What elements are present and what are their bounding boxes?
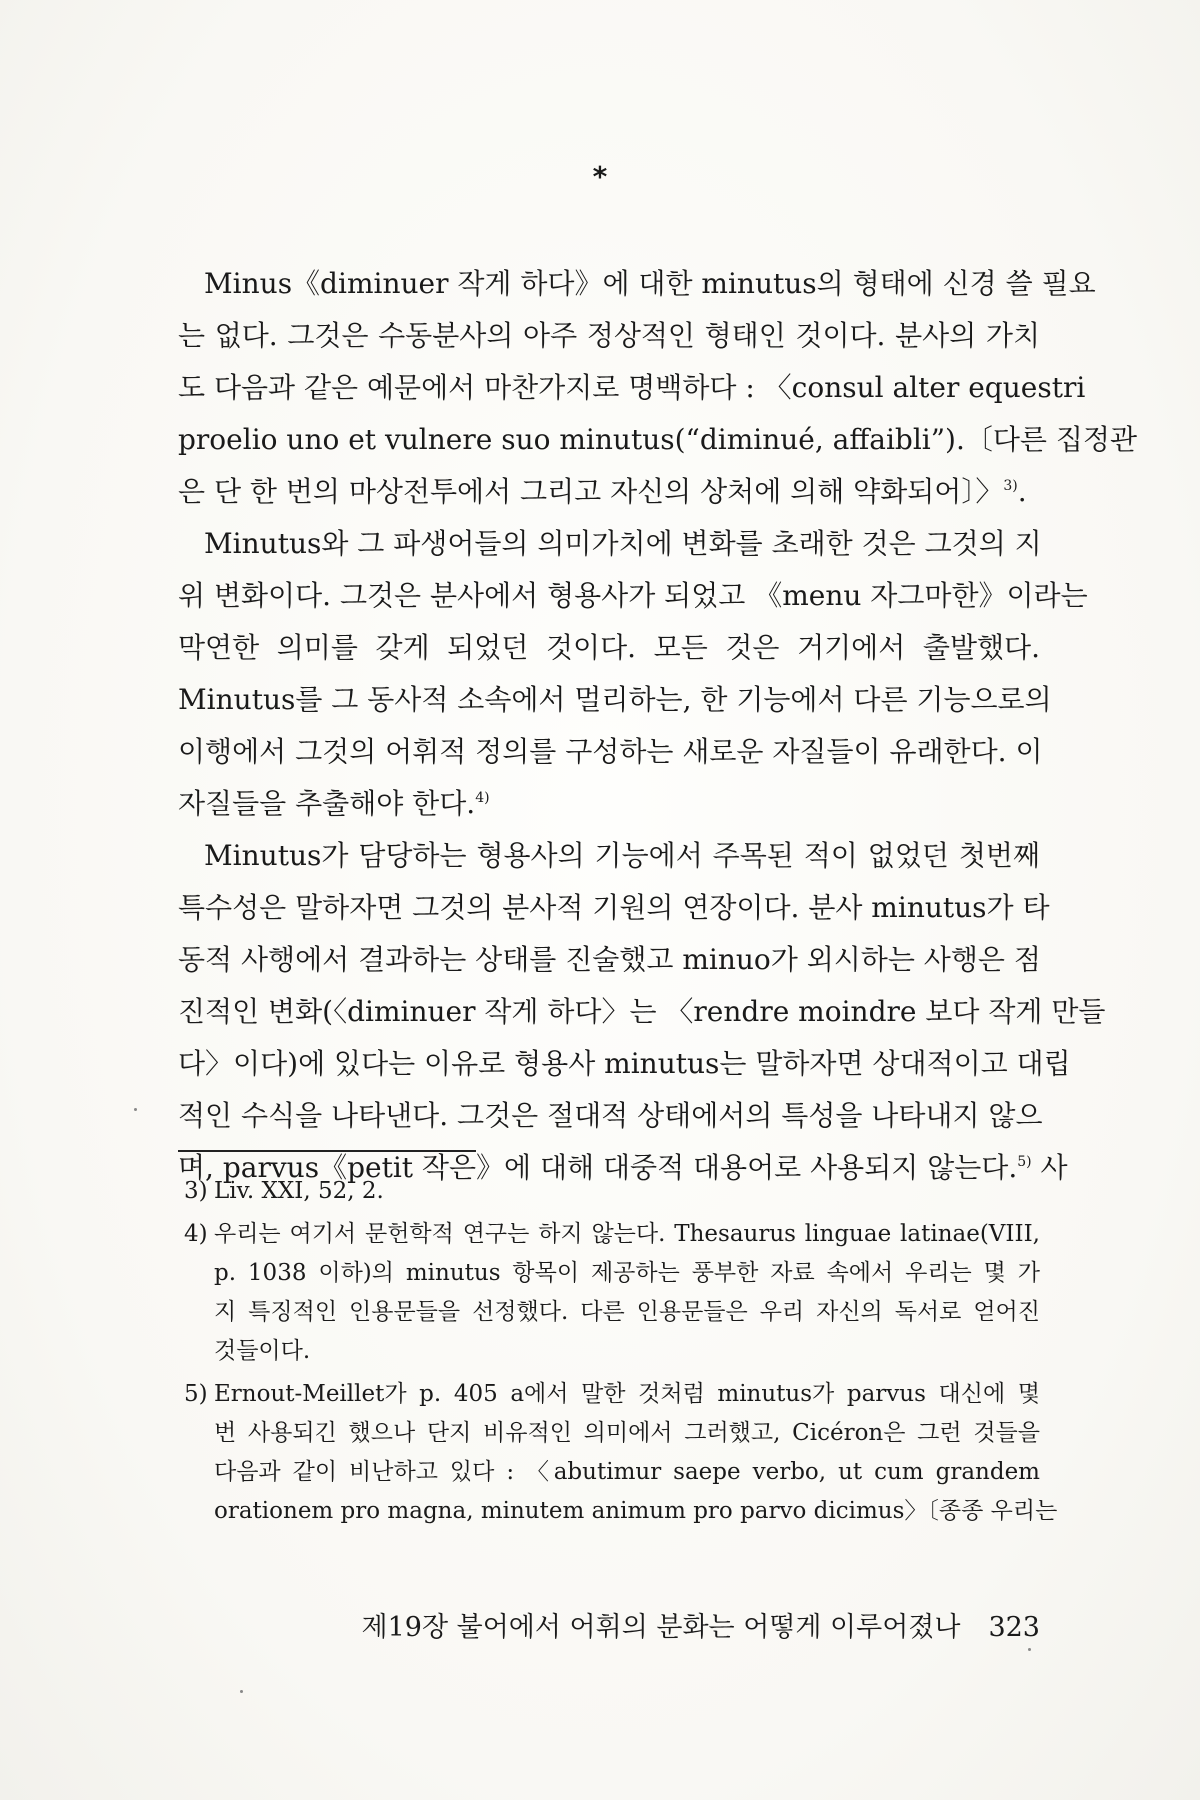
- footnote-line: 것들이다.: [214, 1338, 311, 1364]
- body-line-text: 은 단 한 번의 마상전투에서 그리고 자신의 상처에 의해 약화되어〕〉: [178, 475, 1004, 508]
- body-line: 도 다음과 같은 예문에서 마찬가지로 명백하다 : 〈consul alter equestri: [178, 371, 1086, 404]
- body-line: 적인 수식을 나타낸다. 그것은 절대적 상태에서의 특성을 나타내지 않으: [178, 1099, 1043, 1132]
- footnote-number: 3): [184, 1178, 208, 1204]
- body-line: 동적 사행에서 결과하는 상태를 진술했고 minuo가 외시하는 사행은 점: [178, 943, 1041, 976]
- footnote-ref: 4): [475, 790, 490, 806]
- body-line-tail: 사: [1031, 1151, 1068, 1184]
- footnote-line: 지 특징적인 인용문들을 선정했다. 다른 인용문들은 우리 자신의 독서로 얻어진: [214, 1299, 1040, 1325]
- scan-speck: [240, 1690, 243, 1693]
- body-line: 는 없다. 그것은 수동분사의 아주 정상적인 형태인 것이다. 분사의 가치: [178, 319, 1040, 352]
- body-line: Minus《diminuer 작게 하다》에 대한 minutus의 형태에 신경 쓸 필요: [204, 267, 1096, 300]
- running-head: 제19장 불어에서 어휘의 분화는 어떻게 이루어졌나: [361, 1612, 961, 1643]
- body-line: 이행에서 그것의 어휘적 정의를 구성하는 새로운 자질들이 유래한다. 이: [178, 735, 1043, 768]
- footnote-number: 5): [184, 1381, 208, 1407]
- footnote-line: Liv. XXI, 52, 2.: [214, 1178, 384, 1204]
- body-line: Minutus와 그 파생어들의 의미가치에 변화를 초래한 것은 그것의 지: [204, 527, 1042, 560]
- footnotes: [178, 1172, 1058, 1535]
- body-line: 위 변화이다. 그것은 분사에서 형용사가 되었고 《menu 자그마한》이라는: [178, 579, 1088, 612]
- body-line: 특수성은 말하자면 그것의 분사적 기원의 연장이다. 분사 minutus가 타: [178, 891, 1050, 924]
- body-line: Minutus가 담당하는 형용사의 기능에서 주목된 적이 없었던 첫번째: [204, 839, 1040, 872]
- footnote-rule: [178, 1150, 476, 1152]
- body-line-text: 자질들을 추출해야 한다.: [178, 787, 476, 820]
- scan-speck: [1028, 1648, 1031, 1651]
- body-line: [178, 778, 1040, 830]
- body-line-tail: .: [1017, 475, 1027, 508]
- body-line: 진적인 변화(〈diminuer 작게 하다〉는 〈rendre moindre 보다 작게 만들: [178, 995, 1106, 1028]
- body-text: [178, 258, 1138, 1194]
- body-line-text: 며, parvus《petit 작은》에 대해 대중적 대용어로 사용되지 않는다.: [178, 1151, 1018, 1184]
- footnote-ref: 5): [1017, 1154, 1032, 1170]
- scan-speck: [134, 1108, 137, 1111]
- footnote-line: p. 1038 이하)의 minutus 항목이 제공하는 풍부한 자료 속에서 우리는 몇 가: [214, 1260, 1040, 1286]
- footnote-3: [178, 1172, 1040, 1211]
- footnote-5: [178, 1375, 1058, 1531]
- body-line: 막연한 의미를 갖게 되었던 것이다. 모든 것은 거기에서 출발했다.: [178, 631, 1040, 664]
- body-line: Minutus를 그 동사적 소속에서 멀리하는, 한 기능에서 다른 기능으로의: [178, 683, 1052, 716]
- footnote-number: 4): [184, 1221, 208, 1247]
- section-ornament: *: [592, 160, 608, 193]
- footnote-line: 번 사용되긴 했으나 단지 비유적인 의미에서 그러했고, Cicéron은 그런 것들을: [214, 1420, 1040, 1446]
- footnote-line: 다음과 같이 비난하고 있다 : 〈abutimur saepe verbo, ut cum grandem: [214, 1459, 1040, 1485]
- page-number: 323: [988, 1612, 1040, 1643]
- footnote-ref: 3): [1003, 478, 1018, 494]
- body-line: proelio uno et vulnere suo minutus(“diminué, affaibli”).〔다른 집정관: [178, 423, 1138, 456]
- body-line: 다〉이다)에 있다는 이유로 형용사 minutus는 말하자면 상대적이고 대립: [178, 1047, 1071, 1080]
- page-footer: [178, 1605, 1040, 1644]
- footnote-line: 우리는 여기서 문헌학적 연구는 하지 않는다. Thesaurus linguae latinae(VIII,: [214, 1221, 1040, 1247]
- footnote-line: orationem pro magna, minutem animum pro parvo dicimus〉〔종종 우리는: [214, 1498, 1058, 1524]
- footnote-4: [178, 1215, 1040, 1371]
- body-line: [178, 466, 1040, 518]
- footnote-line: Ernout-Meillet가 p. 405 a에서 말한 것처럼 minutus가 parvus 대신에 몇: [214, 1381, 1040, 1407]
